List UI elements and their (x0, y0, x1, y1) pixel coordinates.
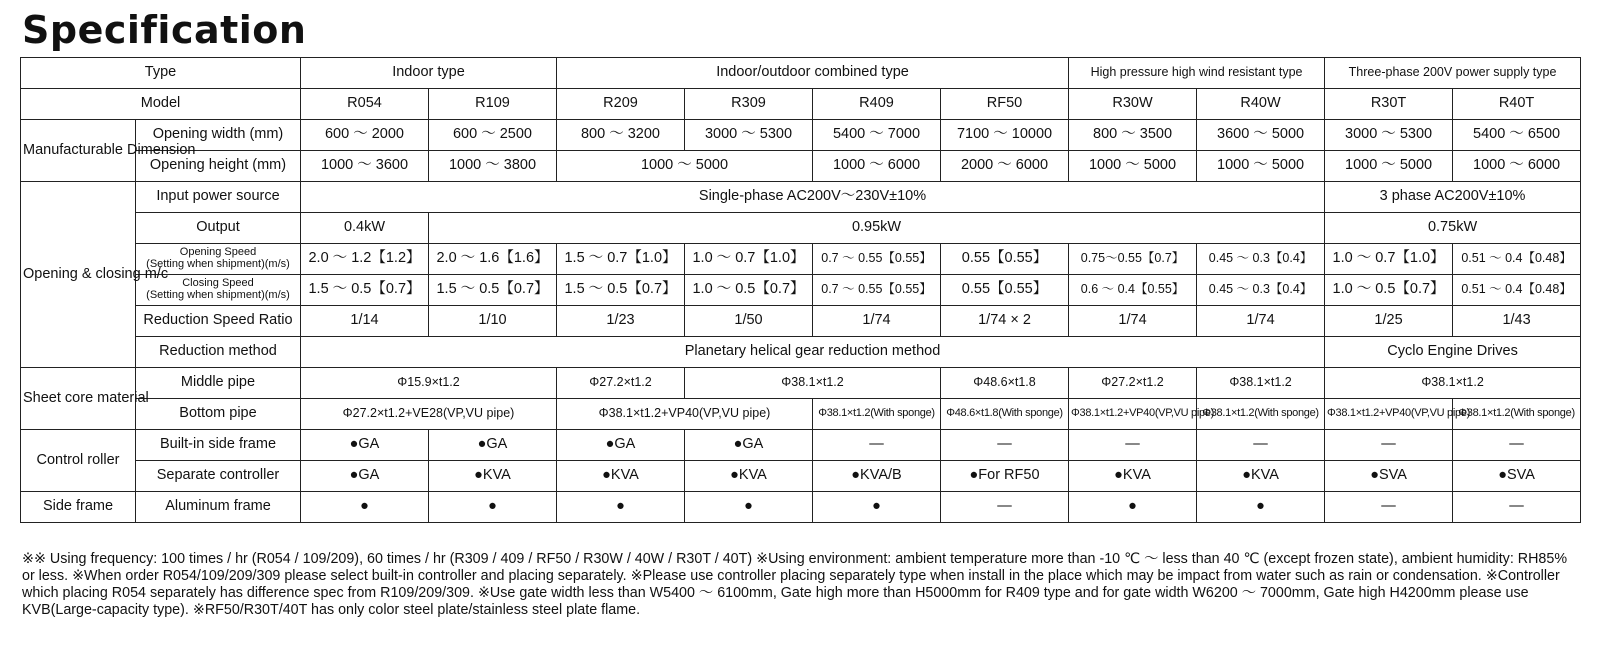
separate-cell: ●For RF50 (941, 461, 1069, 492)
width-cell: 3000 ～ 5300 (1325, 120, 1453, 151)
model-row (21, 89, 1581, 120)
builtin-cell: ●GA (557, 430, 685, 461)
height-cell: 1000 ～ 5000 (1197, 151, 1325, 182)
ratio-cell: 1/23 (557, 306, 685, 337)
builtin-row (21, 430, 1581, 461)
dimension-group-label: Manufacturable Dimension (21, 120, 136, 182)
alu-cell: — (1325, 492, 1453, 523)
width-cell: 800 ～ 3500 (1069, 120, 1197, 151)
page-title: Specification (22, 8, 307, 52)
opening-speed-subtitle: (Setting when shipment)(m/s) (146, 258, 290, 270)
separate-cell: ●KVA (1069, 461, 1197, 492)
builtin-cell: — (1453, 430, 1581, 461)
model-cell: R40T (1453, 89, 1581, 120)
opening-speed-title: Opening Speed (179, 246, 257, 259)
alu-cell: ● (685, 492, 813, 523)
machine-group-label: Opening & closing m/c (21, 182, 136, 368)
bottom-cell: Φ38.1×t1.2(With sponge) (1197, 399, 1325, 430)
aluminum-frame-label: Aluminum frame (136, 492, 301, 523)
type-indoor: Indoor type (301, 58, 557, 89)
bottom-cell: Φ38.1×t1.2(With sponge) (813, 399, 941, 430)
builtin-cell: — (941, 430, 1069, 461)
separate-cell: ●KVA (429, 461, 557, 492)
separate-cell: ●GA (301, 461, 429, 492)
builtin-cell: — (1325, 430, 1453, 461)
height-cell: 1000 ～ 3800 (429, 151, 557, 182)
ratio-label: Reduction Speed Ratio (136, 306, 301, 337)
alu-cell: ● (557, 492, 685, 523)
alu-cell: ● (1197, 492, 1325, 523)
control-group-label: Control roller (21, 430, 136, 492)
height-cell: 1000 ～ 5000 (1069, 151, 1197, 182)
model-cell: R30W (1069, 89, 1197, 120)
bottom-cell: Φ27.2×t1.2+VE28(VP,VU pipe) (301, 399, 557, 430)
open-cell: 1.0 ～ 0.7【1.0】 (1325, 244, 1453, 275)
middle-cell: Φ38.1×t1.2 (1197, 368, 1325, 399)
middle-cell: Φ27.2×t1.2 (1069, 368, 1197, 399)
builtin-cell: — (1197, 430, 1325, 461)
bottom-cell: Φ48.6×t1.8(With sponge) (941, 399, 1069, 430)
separate-cell: ●SVA (1325, 461, 1453, 492)
separate-row (21, 461, 1581, 492)
width-cell: 5400 ～ 6500 (1453, 120, 1581, 151)
height-cell: 2000 ～ 6000 (941, 151, 1069, 182)
output-cell: 0.75kW (1325, 213, 1581, 244)
open-cell: 0.7 ～ 0.55【0.55】 (813, 244, 941, 275)
ratio-cell: 1/50 (685, 306, 813, 337)
width-cell: 600 ～ 2500 (429, 120, 557, 151)
power-label: Input power source (136, 182, 301, 213)
middle-pipe-label: Middle pipe (136, 368, 301, 399)
width-cell: 3000 ～ 5300 (685, 120, 813, 151)
separate-cell: ●KVA (1197, 461, 1325, 492)
power-cell: Single-phase AC200V～230V±10% (301, 182, 1325, 213)
close-cell: 0.51 ～ 0.4【0.48】 (1453, 275, 1581, 306)
power-cell: 3 phase AC200V±10% (1325, 182, 1581, 213)
height-cell: 1000 ～ 5000 (1325, 151, 1453, 182)
close-cell: 1.5 ～ 0.5【0.7】 (301, 275, 429, 306)
type-label: Type (21, 58, 301, 89)
opening-speed-row (21, 244, 1581, 275)
method-cell: Cyclo Engine Drives (1325, 337, 1581, 368)
bottom-cell: Φ38.1×t1.2+VP40(VP,VU pipe) (557, 399, 813, 430)
footnote: ※※ Using frequency: 100 times / hr (R054 / 109/209), 60 times / hr (R309 / 409 / RF50 / R30W / 40W / R30T / 40T) (22, 551, 753, 567)
ratio-cell: 1/74 (1197, 306, 1325, 337)
model-cell: R309 (685, 89, 813, 120)
alu-cell: ● (1069, 492, 1197, 523)
close-cell: 0.7 ～ 0.55【0.55】 (813, 275, 941, 306)
width-cell: 3600 ～ 5000 (1197, 120, 1325, 151)
height-cell: 1000 ～ 6000 (1453, 151, 1581, 182)
type-three-phase: Three-phase 200V power supply type (1325, 58, 1581, 89)
separate-cell: ●KVA (685, 461, 813, 492)
footnotes (22, 551, 1582, 619)
closing-speed-title: Closing Speed (182, 277, 254, 290)
closing-speed-row (21, 275, 1581, 306)
open-cell: 1.5 ～ 0.7【1.0】 (557, 244, 685, 275)
middle-cell: Φ15.9×t1.2 (301, 368, 557, 399)
builtin-cell: ●GA (685, 430, 813, 461)
width-cell: 600 ～ 2000 (301, 120, 429, 151)
width-cell: 7100 ～ 10000 (941, 120, 1069, 151)
method-cell: Planetary helical gear reduction method (301, 337, 1325, 368)
builtin-cell: — (813, 430, 941, 461)
ratio-cell: 1/43 (1453, 306, 1581, 337)
close-cell: 1.5 ～ 0.5【0.7】 (429, 275, 557, 306)
footnote: ※Controller which placing R054 separately has difference spec from R109/209/309. (22, 568, 1560, 601)
height-cell: 1000 ～ 5000 (557, 151, 813, 182)
alu-cell: ● (813, 492, 941, 523)
footnote: ※When order R054/109/209/309 please select built-in controller and placing separately. (72, 568, 627, 584)
method-label: Reduction method (136, 337, 301, 368)
ratio-cell: 1/74 (1069, 306, 1197, 337)
footnote: ※RF50/R30T/40T has only color steel plate/stainless steel plate flame. (192, 602, 641, 618)
specification-table (20, 57, 1581, 523)
ratio-cell: 1/25 (1325, 306, 1453, 337)
type-indoor-outdoor: Indoor/outdoor combined type (557, 58, 1069, 89)
ratio-cell: 1/74 (813, 306, 941, 337)
close-cell: 0.45 ～ 0.3【0.4】 (1197, 275, 1325, 306)
bottom-cell: Φ38.1×t1.2+VP40(VP,VU pipe) (1069, 399, 1197, 430)
bottom-cell: Φ38.1×t1.2(With sponge) (1453, 399, 1581, 430)
open-cell: 0.45 ～ 0.3【0.4】 (1197, 244, 1325, 275)
model-cell: R409 (813, 89, 941, 120)
method-row (21, 337, 1581, 368)
footnote: ※Please use controller placing separately type when install in the place which may be impact from water such as rain or condensation. (630, 568, 1482, 584)
output-cell: 0.95kW (429, 213, 1325, 244)
middle-cell: Φ38.1×t1.2 (1325, 368, 1581, 399)
bottom-pipe-row (21, 399, 1581, 430)
model-cell: RF50 (941, 89, 1069, 120)
close-cell: 1.0 ～ 0.5【0.7】 (685, 275, 813, 306)
opening-height-label: Opening height (mm) (136, 151, 301, 182)
opening-width-label: Opening width (mm) (136, 120, 301, 151)
model-cell: R209 (557, 89, 685, 120)
ratio-cell: 1/14 (301, 306, 429, 337)
output-cell: 0.4kW (301, 213, 429, 244)
bottom-pipe-label: Bottom pipe (136, 399, 301, 430)
output-label: Output (136, 213, 301, 244)
output-row (21, 213, 1581, 244)
model-label: Model (21, 89, 301, 120)
builtin-cell: ●GA (301, 430, 429, 461)
open-cell: 0.75～0.55【0.7】 (1069, 244, 1197, 275)
alu-cell: — (941, 492, 1069, 523)
builtin-cell: — (1069, 430, 1197, 461)
close-cell: 1.5 ～ 0.5【0.7】 (557, 275, 685, 306)
builtin-cell: ●GA (429, 430, 557, 461)
type-row (21, 58, 1581, 89)
middle-pipe-row (21, 368, 1581, 399)
side-frame-row (21, 492, 1581, 523)
model-cell: R40W (1197, 89, 1325, 120)
closing-speed-subtitle: (Setting when shipment)(m/s) (146, 289, 290, 301)
separate-label: Separate controller (136, 461, 301, 492)
power-row (21, 182, 1581, 213)
model-cell: R109 (429, 89, 557, 120)
open-cell: 1.0 ～ 0.7【1.0】 (685, 244, 813, 275)
frame-group-label: Side frame (21, 492, 136, 523)
alu-cell: — (1453, 492, 1581, 523)
footnote: ※Use gate width less than W5400 ～ 6100mm, Gate high more than H5000mm for R409 type and for gate width W6200 ～ 7000mm, Gate high H4200mm please use KVB(Large-capacity type). (22, 585, 1529, 618)
open-cell: 2.0 ～ 1.6【1.6】 (429, 244, 557, 275)
alu-cell: ● (429, 492, 557, 523)
width-cell: 800 ～ 3200 (557, 120, 685, 151)
separate-cell: ●KVA (557, 461, 685, 492)
builtin-label: Built-in side frame (136, 430, 301, 461)
separate-cell: ●KVA/B (813, 461, 941, 492)
middle-cell: Φ38.1×t1.2 (685, 368, 941, 399)
alu-cell: ● (301, 492, 429, 523)
height-cell: 1000 ～ 6000 (813, 151, 941, 182)
close-cell: 0.55【0.55】 (941, 275, 1069, 306)
open-cell: 0.51 ～ 0.4【0.48】 (1453, 244, 1581, 275)
bottom-cell: Φ38.1×t1.2+VP40(VP,VU pipe) (1325, 399, 1453, 430)
middle-cell: Φ27.2×t1.2 (557, 368, 685, 399)
close-cell: 0.6 ～ 0.4【0.55】 (1069, 275, 1197, 306)
middle-cell: Φ48.6×t1.8 (941, 368, 1069, 399)
close-cell: 1.0 ～ 0.5【0.7】 (1325, 275, 1453, 306)
opening-speed-label (136, 244, 301, 275)
opening-width-row (21, 120, 1581, 151)
separate-cell: ●SVA (1453, 461, 1581, 492)
open-cell: 2.0 ～ 1.2【1.2】 (301, 244, 429, 275)
height-cell: 1000 ～ 3600 (301, 151, 429, 182)
open-cell: 0.55【0.55】 (941, 244, 1069, 275)
model-cell: R054 (301, 89, 429, 120)
model-cell: R30T (1325, 89, 1453, 120)
opening-height-row (21, 151, 1581, 182)
ratio-row (21, 306, 1581, 337)
footnote: ※Using environment: ambient temperature more than -10 ℃ ～ less than 40 ℃ (except frozen state), ambient humidity: RH85% or less. (22, 551, 1568, 584)
type-high-pressure: High pressure high wind resistant type (1069, 58, 1325, 89)
core-group-label: Sheet core material (21, 368, 136, 430)
ratio-cell: 1/10 (429, 306, 557, 337)
ratio-cell: 1/74 × 2 (941, 306, 1069, 337)
width-cell: 5400 ～ 7000 (813, 120, 941, 151)
